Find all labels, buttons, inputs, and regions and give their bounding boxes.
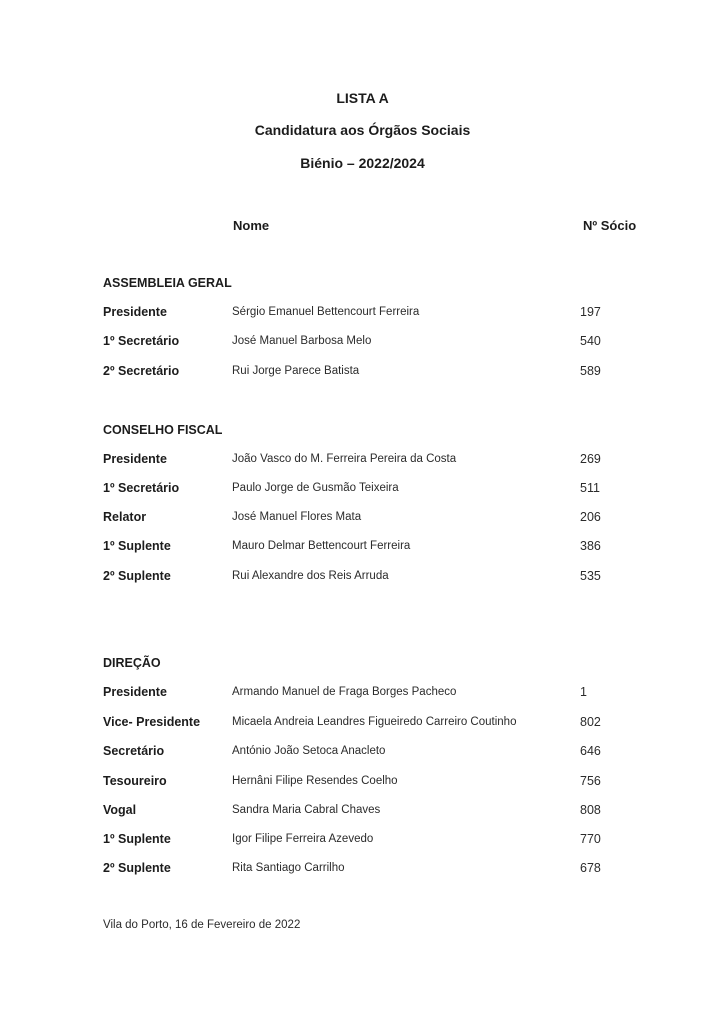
role-label: 2º Suplente (103, 569, 171, 583)
role-label: Relator (103, 510, 147, 524)
member-name: Mauro Delmar Bettencourt Ferreira (232, 540, 411, 552)
role-label: Presidente (103, 685, 167, 699)
member-name: Hernâni Filipe Resendes Coelho (232, 775, 398, 787)
member-name: Sérgio Emanuel Bettencourt Ferreira (232, 306, 420, 318)
member-number: 535 (580, 569, 601, 583)
table-row (0, 539, 725, 559)
table-row (0, 364, 725, 384)
role-label: 2º Suplente (103, 861, 171, 875)
role-label: 1º Secretário (103, 481, 180, 495)
member-name: Paulo Jorge de Gusmão Teixeira (232, 482, 399, 494)
table-row (0, 774, 725, 794)
table-row (0, 803, 725, 823)
member-number: 511 (580, 481, 600, 495)
table-row (0, 510, 725, 530)
role-label: Secretário (103, 744, 165, 758)
member-name: Igor Filipe Ferreira Azevedo (232, 833, 374, 845)
member-number: 540 (580, 334, 601, 348)
role-label: Tesoureiro (103, 774, 167, 788)
member-number: 589 (580, 364, 601, 378)
member-name: Rita Santiago Carrilho (232, 862, 345, 874)
column-header-number: Nº Sócio (583, 218, 637, 233)
section-title-conselho-fiscal: CONSELHO FISCAL (103, 423, 223, 437)
member-name: António João Setoca Anacleto (232, 745, 386, 757)
member-number: 386 (580, 539, 601, 553)
member-name: José Manuel Barbosa Melo (232, 335, 372, 347)
member-number: 756 (580, 774, 601, 788)
member-name: Sandra Maria Cabral Chaves (232, 804, 381, 816)
member-name: João Vasco do M. Ferreira Pereira da Costa (232, 453, 457, 465)
list-period: Biénio – 2022/2024 (300, 155, 425, 171)
table-row (0, 685, 725, 705)
role-label: 2º Secretário (103, 364, 180, 378)
role-label: Vice- Presidente (103, 715, 201, 729)
role-label: 1º Secretário (103, 334, 180, 348)
member-number: 197 (580, 305, 601, 319)
place-date-footer: Vila do Porto, 16 de Fevereiro de 2022 (103, 919, 301, 931)
role-label: Presidente (103, 305, 167, 319)
member-name: Micaela Andreia Leandres Figueiredo Carreiro Coutinho (232, 716, 517, 728)
member-number: 269 (580, 452, 601, 466)
table-row (0, 334, 725, 354)
role-label: 1º Suplente (103, 539, 171, 553)
column-header-name: Nome (233, 218, 270, 233)
section-title-assembleia-geral: ASSEMBLEIA GERAL (103, 276, 232, 290)
list-subtitle: Candidatura aos Órgãos Sociais (254, 122, 471, 138)
member-name: Rui Alexandre dos Reis Arruda (232, 570, 389, 582)
member-number: 646 (580, 744, 601, 758)
member-number: 1 (580, 685, 587, 699)
member-name: Armando Manuel de Fraga Borges Pacheco (232, 686, 457, 698)
member-number: 808 (580, 803, 601, 817)
table-row (0, 452, 725, 472)
member-number: 206 (580, 510, 601, 524)
member-number: 802 (580, 715, 601, 729)
table-row (0, 569, 725, 589)
role-label: 1º Suplente (103, 832, 171, 846)
section-title-direcao: DIREÇÃO (103, 656, 161, 670)
table-row (0, 832, 725, 852)
table-row (0, 744, 725, 764)
member-name: José Manuel Flores Mata (232, 511, 362, 523)
member-number: 678 (580, 861, 601, 875)
list-title: LISTA A (336, 90, 389, 106)
role-label: Vogal (103, 803, 137, 817)
member-name: Rui Jorge Parece Batista (232, 365, 360, 377)
table-row (0, 715, 725, 735)
member-number: 770 (580, 832, 601, 846)
table-row (0, 861, 725, 881)
table-row (0, 305, 725, 325)
table-row (0, 481, 725, 501)
role-label: Presidente (103, 452, 167, 466)
